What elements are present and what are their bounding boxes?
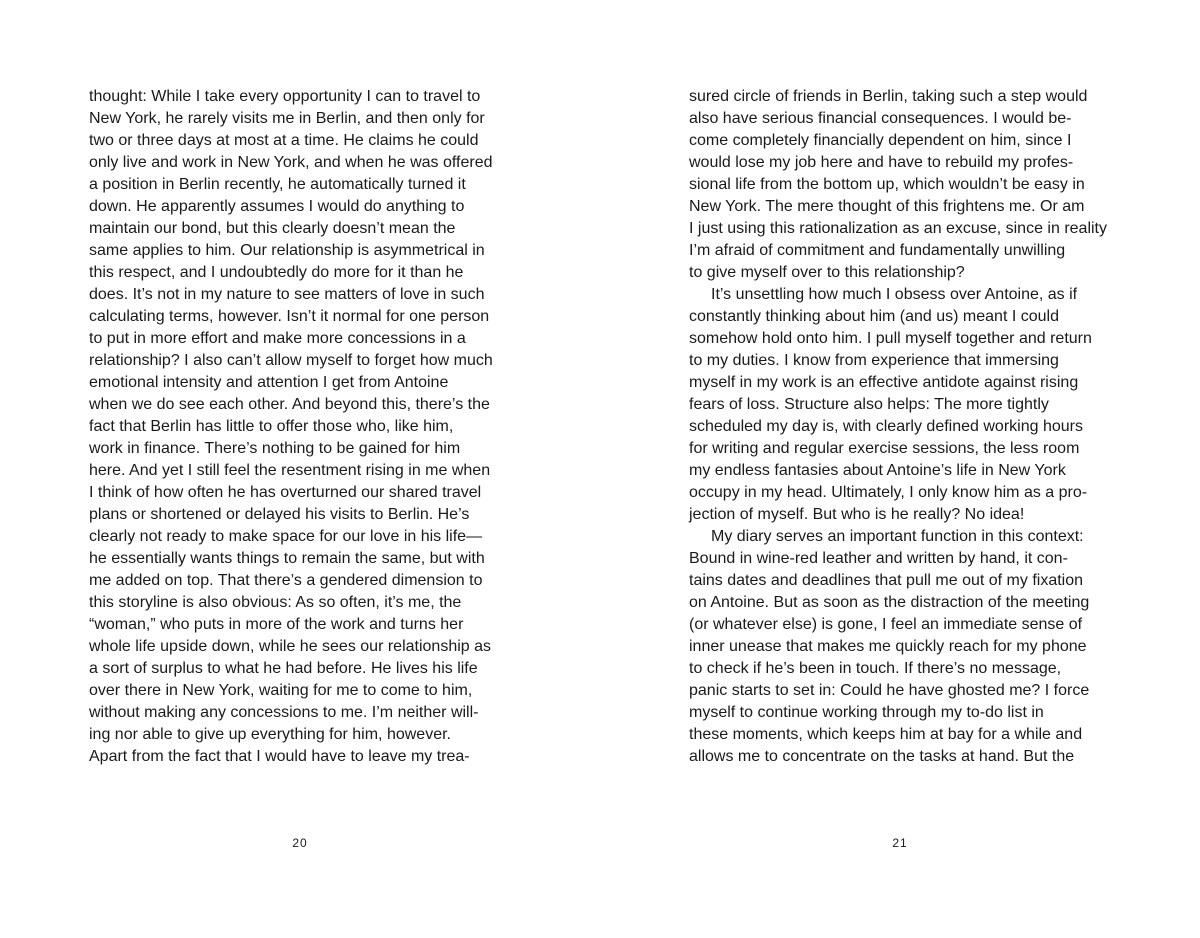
text-line: panic starts to set in: Could he have ghosted me? I force: [689, 682, 1090, 699]
paragraph-start-line: My diary serves an important function in this context:: [711, 528, 1084, 545]
text-line: myself in my work is an effective antidote against rising: [689, 374, 1079, 391]
text-line: only live and work in New York, and when he was offered: [89, 154, 493, 171]
text-line: tains dates and deadlines that pull me out of my fixation: [689, 572, 1084, 589]
text-line: somehow hold onto him. I pull myself together and return: [689, 330, 1092, 347]
text-line: these moments, which keeps him at bay for a while and: [689, 726, 1083, 743]
right-page-text: [689, 86, 1119, 768]
text-line: plans or shortened or delayed his visits to Berlin. He’s: [89, 506, 470, 523]
text-line: myself to continue working through my to-do list in: [689, 704, 1044, 721]
text-line: two or three days at most at a time. He claims he could: [89, 132, 479, 149]
text-line: “woman,” who puts in more of the work and turns her: [89, 616, 464, 633]
text-line: Bound in wine-red leather and written by hand, it con-: [689, 550, 1068, 567]
text-line: (or whatever else) is gone, I feel an immediate sense of: [689, 616, 1083, 633]
text-line: over there in New York, waiting for me to come to him,: [89, 682, 473, 699]
text-line: a sort of surplus to what he had before. He lives his life: [89, 660, 478, 677]
text-line: Apart from the fact that I would have to leave my trea-: [89, 748, 470, 765]
text-line: would lose my job here and have to rebuild my profes-: [689, 154, 1074, 171]
text-line: fact that Berlin has little to offer those who, like him,: [89, 418, 454, 435]
text-line: relationship? I also can’t allow myself to forget how much: [89, 352, 493, 369]
text-line: for writing and regular exercise sessions, the less room: [689, 440, 1080, 457]
text-line: clearly not ready to make space for our love in his life—: [89, 528, 483, 545]
text-line: to check if he’s been in touch. If there’s no message,: [689, 660, 1062, 677]
text-line: a position in Berlin recently, he automatically turned it: [89, 176, 466, 193]
text-line: to put in more effort and make more concessions in a: [89, 330, 466, 347]
text-line: come completely financially dependent on him, since I: [689, 132, 1072, 149]
text-line: to give myself over to this relationship?: [689, 264, 965, 281]
right-page: [600, 0, 1200, 938]
text-line: this respect, and I undoubtedly do more for it than he: [89, 264, 464, 281]
text-line: occupy in my head. Ultimately, I only know him as a pro-: [689, 484, 1088, 501]
text-line: sured circle of friends in Berlin, taking such a step would: [689, 88, 1088, 105]
text-line: inner unease that makes me quickly reach for my phone: [689, 638, 1087, 655]
text-line: constantly thinking about him (and us) meant I could: [689, 308, 1059, 325]
text-line: New York, he rarely visits me in Berlin, and then only for: [89, 110, 485, 127]
text-line: New York. The mere thought of this frightens me. Or am: [689, 198, 1085, 215]
text-line: I think of how often he has overturned our shared travel: [89, 484, 482, 501]
text-line: allows me to concentrate on the tasks at hand. But the: [689, 748, 1075, 765]
text-line: does. It’s not in my nature to see matters of love in such: [89, 286, 485, 303]
text-line: without making any concessions to me. I’m neither will-: [89, 704, 479, 721]
text-line: me added on top. That there’s a gendered dimension to: [89, 572, 483, 589]
text-line: scheduled my day is, with clearly defined working hours: [689, 418, 1083, 435]
text-line: here. And yet I still feel the resentment rising in me when: [89, 462, 491, 479]
text-line: my endless fantasies about Antoine’s life in New York: [689, 462, 1066, 479]
text-line: jection of myself. But who is he really? No idea!: [689, 506, 1025, 523]
text-line: ing nor able to give up everything for him, however.: [89, 726, 451, 743]
text-line: he essentially wants things to remain the same, but with: [89, 550, 485, 567]
left-page-text: [89, 86, 519, 768]
text-line: emotional intensity and attention I get from Antoine: [89, 374, 449, 391]
paragraph-start-line: It’s unsettling how much I obsess over Antoine, as if: [711, 286, 1078, 303]
text-line: work in finance. There’s nothing to be gained for him: [89, 440, 461, 457]
text-line: thought: While I take every opportunity I can to travel to: [89, 88, 481, 105]
text-line: I’m afraid of commitment and fundamentally unwilling: [689, 242, 1066, 259]
text-line: fears of loss. Structure also helps: The more tightly: [689, 396, 1049, 413]
text-line: this storyline is also obvious: As so often, it’s me, the: [89, 594, 462, 611]
text-line: down. He apparently assumes I would do anything to: [89, 198, 465, 215]
text-line: I just using this rationalization as an excuse, since in reality: [689, 220, 1107, 237]
text-line: on Antoine. But as soon as the distraction of the meeting: [689, 594, 1090, 611]
text-line: same applies to him. Our relationship is asymmetrical in: [89, 242, 485, 259]
text-line: maintain our bond, but this clearly doesn’t mean the: [89, 220, 456, 237]
page-number: 20: [292, 836, 308, 850]
page-number: 21: [892, 836, 908, 850]
text-line: calculating terms, however. Isn’t it normal for one person: [89, 308, 490, 325]
text-line: when we do see each other. And beyond this, there’s the: [89, 396, 490, 413]
text-line: also have serious financial consequences. I would be-: [689, 110, 1072, 127]
text-line: sional life from the bottom up, which wouldn’t be easy in: [689, 176, 1085, 193]
text-line: to my duties. I know from experience that immersing: [689, 352, 1059, 369]
text-line: whole life upside down, while he sees our relationship as: [89, 638, 492, 655]
